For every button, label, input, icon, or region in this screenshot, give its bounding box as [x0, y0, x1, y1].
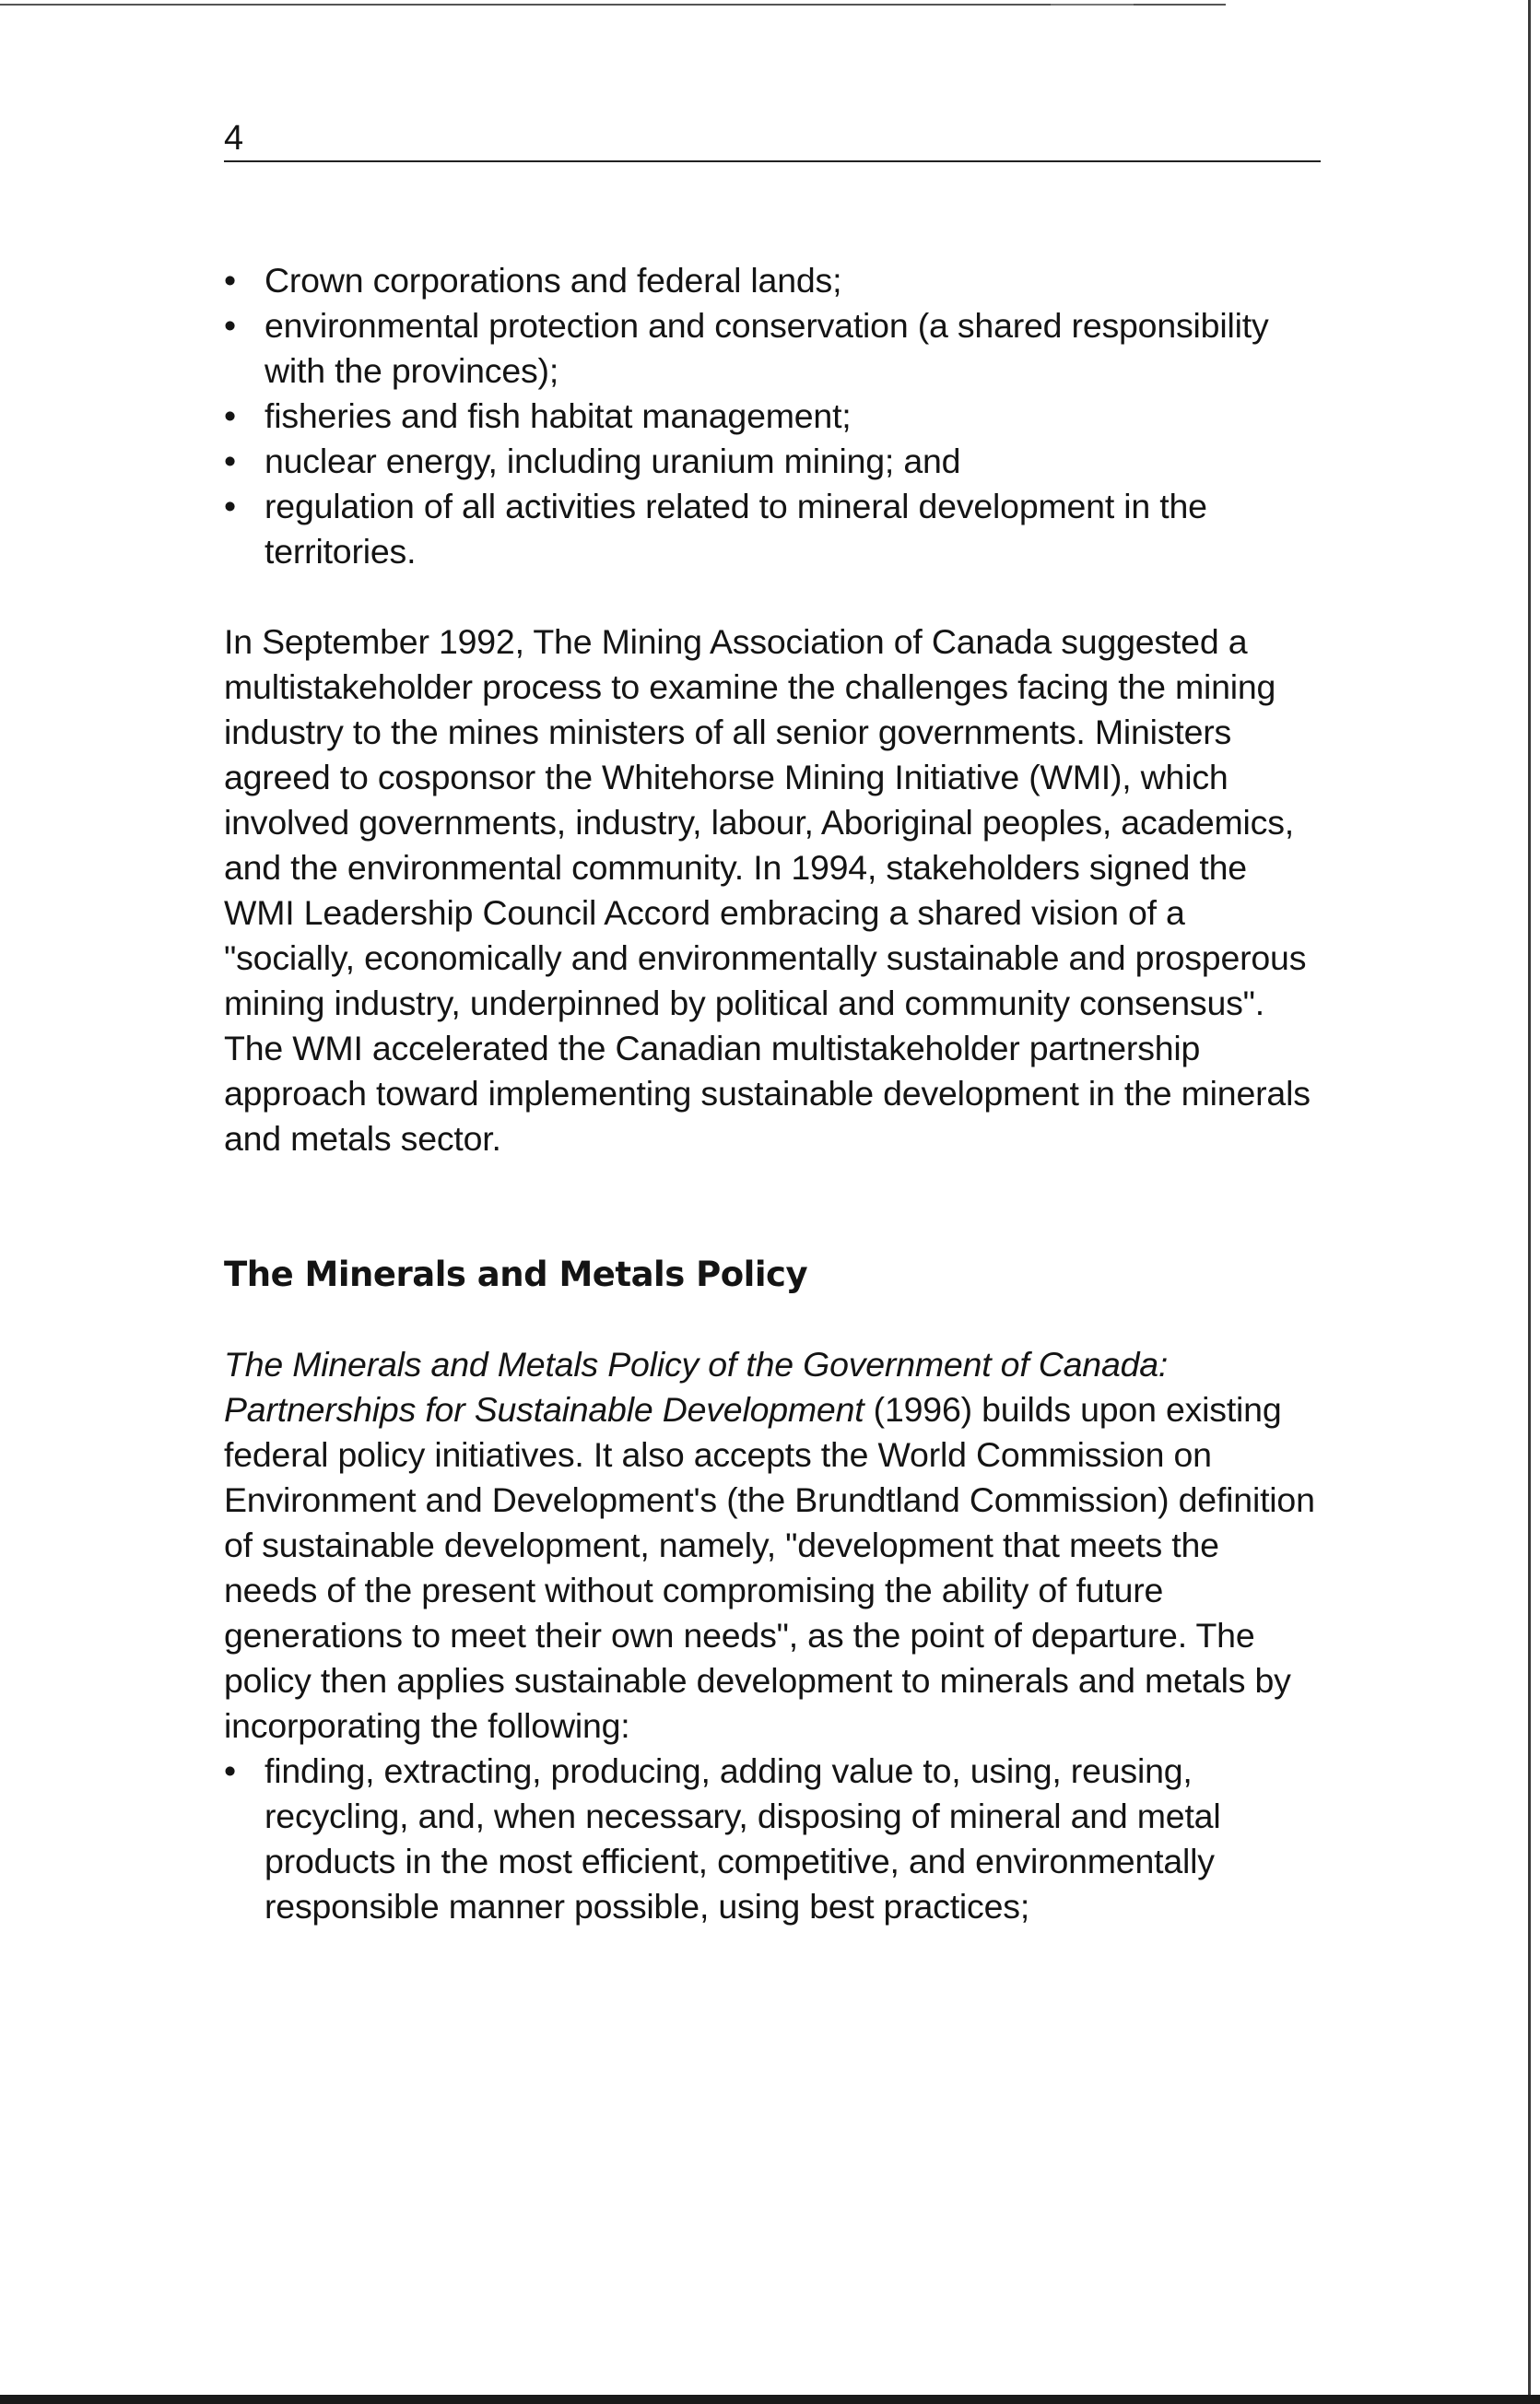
scan-right-edge — [1528, 0, 1531, 2404]
bullet-icon: • — [224, 442, 236, 480]
bullet-icon: • — [224, 1751, 236, 1790]
page-header — [224, 118, 1321, 162]
bullet-icon: • — [224, 396, 236, 435]
policy-title-italic: The Minerals and Metals Policy of the Government of Canada: Partnerships for Sustainable Development — [224, 1345, 1169, 1429]
scan-top-edge-line — [0, 4, 1226, 6]
page-content — [224, 258, 1321, 1929]
list-item-text: environmental protection and conservation (a shared responsibility with the provinces); — [265, 306, 1269, 390]
body-paragraph-policy — [224, 1342, 1321, 1749]
bullet-list-bottom — [224, 1749, 1321, 1929]
list-item-text: fisheries and fish habitat management; — [265, 396, 852, 435]
bullet-list-top — [224, 258, 1321, 574]
list-item — [224, 1749, 1321, 1929]
policy-paragraph-text: (1996) builds upon existing federal policy initiatives. It also accepts the World Commission on Environment and Development's (the Brundtland Commission) definition of sustainable development, namely, "development that meets the needs of the present without compromising the ability of future generations to meet their own needs", as the point of departure. The policy then applies sustainable development to minerals and metals by incorporating the following: — [224, 1390, 1315, 1745]
bullet-icon: • — [224, 261, 236, 300]
list-item — [224, 394, 1321, 439]
list-item-text: Crown corporations and federal lands; — [265, 261, 842, 300]
bullet-icon: • — [224, 487, 236, 525]
list-item-text: regulation of all activities related to mineral development in the territories. — [265, 487, 1207, 571]
body-paragraph-wmi: In September 1992, The Mining Association of Canada suggested a multistakeholder process to examine the challenges facing the mining industry to the mines ministers of all senior governments. Ministers agreed to cosponsor the Whitehorse Mining Initiative (WMI), which involved governments, industry, labour, Aboriginal peoples, academics, and the environmental community. In 1994, stakeholders signed the WMI Leadership Council Accord embracing a shared vision of a "socially, economically and environmentally sustainable and prosperous mining industry, underpinned by political and community consensus". The WMI accelerated the Canadian multistakeholder partnership approach toward implementing sustainable development in the minerals and metals sector. — [224, 622, 1311, 1158]
list-item — [224, 303, 1321, 394]
section-heading: The Minerals and Metals Policy — [224, 1255, 808, 1294]
page-number: 4 — [224, 119, 244, 158]
list-item — [224, 439, 1321, 484]
list-item-text: nuclear energy, including uranium mining; and — [265, 442, 961, 480]
list-item — [224, 484, 1321, 574]
bullet-icon: • — [224, 306, 236, 345]
scan-bottom-edge — [0, 2395, 1540, 2404]
list-item — [224, 258, 1321, 303]
list-item-text: finding, extracting, producing, adding value to, using, reusing, recycling, and, when necessary, disposing of mineral and metal products in the most efficient, competitive, and environmentally responsible manner possible, using best practices; — [265, 1751, 1221, 1926]
scan-top-edge-line-fragment — [1051, 4, 1134, 6]
